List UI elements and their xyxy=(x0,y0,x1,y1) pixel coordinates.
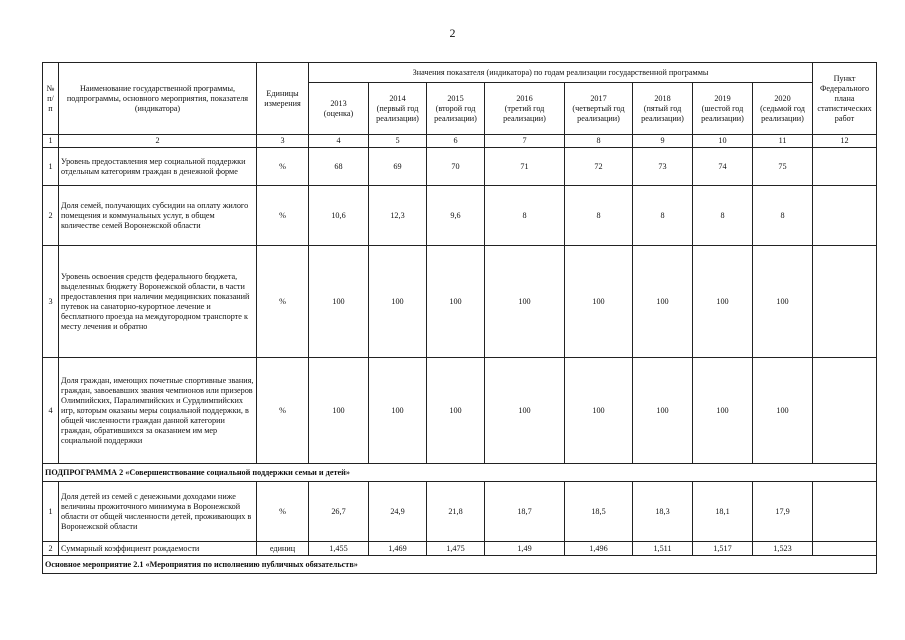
value-cell: 26,7 xyxy=(309,482,369,542)
column-number: 8 xyxy=(565,135,633,148)
column-number: 11 xyxy=(753,135,813,148)
header-year-2019: 2019 (шестой год реализации) xyxy=(693,83,753,135)
value-cell: 100 xyxy=(565,246,633,358)
page-number: 2 xyxy=(449,26,456,40)
header-col-name: Наименование государственной программы, подпрограммы, основного мероприятия, показателя (индикатора) xyxy=(59,63,257,135)
column-number: 3 xyxy=(257,135,309,148)
value-cell: 1,49 xyxy=(485,542,565,556)
indicator-name: Доля граждан, имеющих почетные спортивные звания, граждан, завоевавших звания чемпионов или призеров Олимпийских, Паралимпийских и Сурдлимпийских игр, которым оказаны меры социальной поддержки, в общей численности граждан данной категории граждан, обратившихся за оказанием им мер социальной поддержки xyxy=(59,358,257,464)
value-cell: 100 xyxy=(693,246,753,358)
table-row xyxy=(43,358,877,464)
value-cell: 1,523 xyxy=(753,542,813,556)
value-cell: 100 xyxy=(485,246,565,358)
column-number: 12 xyxy=(813,135,877,148)
header-col-plan: Пункт Федерального плана статистических работ xyxy=(813,63,877,135)
value-cell: 70 xyxy=(427,148,485,186)
plan-cell xyxy=(813,148,877,186)
indicators-table xyxy=(42,62,877,574)
plan-cell xyxy=(813,358,877,464)
column-number: 2 xyxy=(59,135,257,148)
indicator-name: Уровень предоставления мер социальной поддержки отдельным категориям граждан в денежной форме xyxy=(59,148,257,186)
row-number: 3 xyxy=(43,246,59,358)
value-cell: 100 xyxy=(309,358,369,464)
value-cell: 72 xyxy=(565,148,633,186)
value-cell: 18,5 xyxy=(565,482,633,542)
column-number: 5 xyxy=(369,135,427,148)
table-row xyxy=(43,542,877,556)
value-cell: 73 xyxy=(633,148,693,186)
value-cell: 1,496 xyxy=(565,542,633,556)
unit-cell: % xyxy=(257,358,309,464)
value-cell: 1,517 xyxy=(693,542,753,556)
header-year-2020: 2020 (седьмой год реализации) xyxy=(753,83,813,135)
header-year-2013: 2013 (оценка) xyxy=(309,83,369,135)
header-col-unit: Единицы измерения xyxy=(257,63,309,135)
table-row xyxy=(43,246,877,358)
table-row xyxy=(43,186,877,246)
value-cell: 74 xyxy=(693,148,753,186)
value-cell: 75 xyxy=(753,148,813,186)
value-cell: 100 xyxy=(427,358,485,464)
unit-cell: % xyxy=(257,246,309,358)
row-number: 1 xyxy=(43,148,59,186)
value-cell: 69 xyxy=(369,148,427,186)
value-cell: 1,469 xyxy=(369,542,427,556)
table-row xyxy=(43,148,877,186)
value-cell: 100 xyxy=(753,358,813,464)
unit-cell: % xyxy=(257,148,309,186)
value-cell: 100 xyxy=(693,358,753,464)
indicator-name: Суммарный коэффициент рождаемости xyxy=(59,542,257,556)
value-cell: 68 xyxy=(309,148,369,186)
value-cell: 100 xyxy=(369,246,427,358)
main-activity-row xyxy=(43,556,877,574)
subprogram-title: ПОДПРОГРАММА 2 «Совершенствование социальной поддержки семьи и детей» xyxy=(43,464,877,482)
value-cell: 71 xyxy=(485,148,565,186)
column-numbers-row xyxy=(43,135,877,148)
value-cell: 18,1 xyxy=(693,482,753,542)
row-number: 2 xyxy=(43,542,59,556)
value-cell: 18,7 xyxy=(485,482,565,542)
plan-cell xyxy=(813,542,877,556)
value-cell: 1,475 xyxy=(427,542,485,556)
value-cell: 1,511 xyxy=(633,542,693,556)
indicator-name: Доля семей, получающих субсидии на оплату жилого помещения и коммунальных услуг, в общем количестве семей Воронежской области xyxy=(59,186,257,246)
column-number: 9 xyxy=(633,135,693,148)
value-cell: 8 xyxy=(633,186,693,246)
indicator-name: Доля детей из семей с денежными доходами ниже величины прожиточного минимума в Воронежской области от общей численности детей, проживающих в Воронежской области xyxy=(59,482,257,542)
value-cell: 100 xyxy=(369,358,427,464)
plan-cell xyxy=(813,246,877,358)
value-cell: 8 xyxy=(693,186,753,246)
column-number: 10 xyxy=(693,135,753,148)
header-year-2015: 2015 (второй год реализации) xyxy=(427,83,485,135)
value-cell: 100 xyxy=(633,358,693,464)
header-year-2018: 2018 (пятый год реализации) xyxy=(633,83,693,135)
unit-cell: единиц xyxy=(257,542,309,556)
plan-cell xyxy=(813,186,877,246)
subprogram-row xyxy=(43,464,877,482)
value-cell: 100 xyxy=(309,246,369,358)
value-cell: 100 xyxy=(427,246,485,358)
value-cell: 8 xyxy=(565,186,633,246)
unit-cell: % xyxy=(257,482,309,542)
row-number: 2 xyxy=(43,186,59,246)
value-cell: 100 xyxy=(485,358,565,464)
header-values-group: Значения показателя (индикатора) по годам реализации государственной программы xyxy=(309,63,813,83)
value-cell: 12,3 xyxy=(369,186,427,246)
value-cell: 17,9 xyxy=(753,482,813,542)
value-cell: 100 xyxy=(565,358,633,464)
value-cell: 9,6 xyxy=(427,186,485,246)
row-number: 1 xyxy=(43,482,59,542)
header-year-2016: 2016 (третий год реализации) xyxy=(485,83,565,135)
header-col-no: № п/п xyxy=(43,63,59,135)
header-year-2017: 2017 (четвертый год реализации) xyxy=(565,83,633,135)
value-cell: 8 xyxy=(485,186,565,246)
column-number: 7 xyxy=(485,135,565,148)
value-cell: 1,455 xyxy=(309,542,369,556)
value-cell: 100 xyxy=(753,246,813,358)
table-row xyxy=(43,482,877,542)
header-year-2014: 2014 (первый год реализации) xyxy=(369,83,427,135)
row-number: 4 xyxy=(43,358,59,464)
value-cell: 10,6 xyxy=(309,186,369,246)
unit-cell: % xyxy=(257,186,309,246)
column-number: 1 xyxy=(43,135,59,148)
value-cell: 100 xyxy=(633,246,693,358)
column-number: 4 xyxy=(309,135,369,148)
value-cell: 8 xyxy=(753,186,813,246)
plan-cell xyxy=(813,482,877,542)
value-cell: 18,3 xyxy=(633,482,693,542)
value-cell: 21,8 xyxy=(427,482,485,542)
indicator-name: Уровень освоения средств федерального бюджета, выделенных бюджету Воронежской области, в части предоставления при наличии медицинских показаний путевок на санаторно-курортное лечение и бесплатного проезда на междугородном транспорте к месту лечения и обратно xyxy=(59,246,257,358)
column-number: 6 xyxy=(427,135,485,148)
value-cell: 24,9 xyxy=(369,482,427,542)
main-activity-title: Основное мероприятие 2.1 «Мероприятия по исполнению публичных обязательств» xyxy=(43,556,877,574)
